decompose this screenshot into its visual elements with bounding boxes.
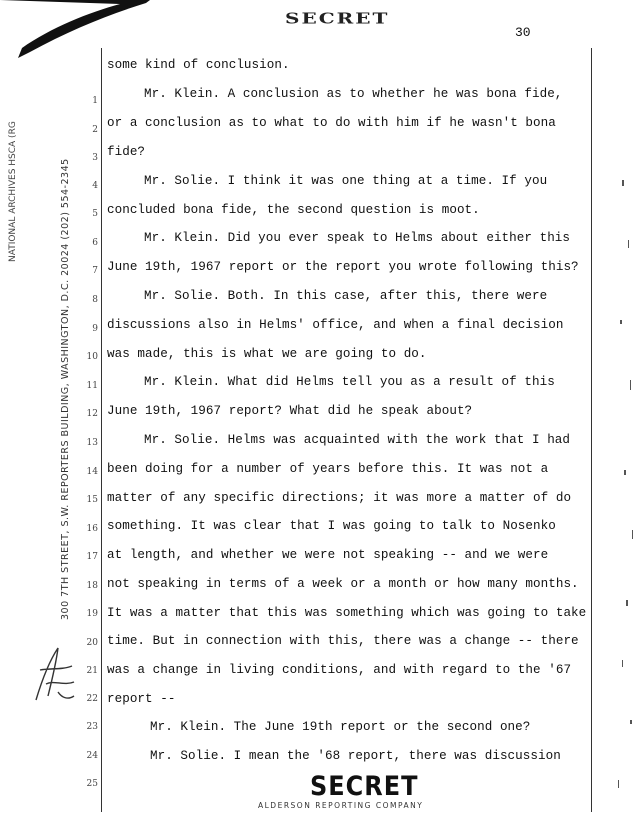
line-number: 12: [86, 409, 98, 419]
transcript-line: or a conclusion as to what to do with him if he wasn't bona: [107, 116, 556, 130]
transcript-line: Mr. Solie. I mean the '68 report, there was discussion: [150, 749, 561, 763]
transcript-line: was made, this is what we are going to do.: [107, 347, 427, 361]
scan-edge-specks: [592, 60, 638, 820]
line-number: 16: [86, 524, 98, 534]
transcript-line: Mr. Klein. A conclusion as to whether he was bona fide,: [144, 87, 563, 101]
transcript-line: Mr. Klein. The June 19th report or the second one?: [150, 720, 531, 734]
line-number: 14: [86, 467, 98, 477]
transcript-line: something. It was clear that I was going to talk to Nosenko: [107, 519, 556, 533]
line-number: 8: [92, 295, 98, 305]
transcript-line: was a change in living conditions, and with regard to the '67: [107, 663, 572, 677]
line-number: 7: [92, 266, 98, 276]
transcript-line: Mr. Klein. What did Helms tell you as a result of this: [144, 375, 555, 389]
line-number: 6: [92, 238, 98, 248]
transcript-line: matter of any specific directions; it was more a matter of do: [107, 491, 572, 505]
transcript-line: June 19th, 1967 report? What did he speak about?: [107, 404, 473, 418]
line-number: 18: [86, 581, 98, 591]
transcript-line: Mr. Klein. Did you ever speak to Helms about either this: [144, 231, 571, 245]
reporter-address-strip: 300 7TH STREET, S.W. REPORTERS BUILDING, WASHINGTON, D.C. 20024 (202) 554-2345: [60, 158, 71, 620]
line-number: 24: [86, 751, 98, 761]
line-number: 21: [86, 666, 98, 676]
transcript-line: discussions also in Helms' office, and when a final decision: [107, 318, 564, 332]
line-number: 19: [86, 609, 98, 619]
line-number: 4: [92, 181, 98, 191]
transcript-line: fide?: [107, 145, 146, 159]
line-number: 11: [86, 381, 98, 391]
line-number: 13: [86, 438, 98, 448]
line-number: 9: [92, 324, 98, 334]
transcript-line: Mr. Solie. I think it was one thing at a time. If you: [144, 174, 548, 188]
line-number: 20: [86, 638, 98, 648]
left-margin-rule: [101, 48, 102, 812]
transcript-line: June 19th, 1967 report or the report you wrote following this?: [107, 260, 579, 274]
transcript-line: It was a matter that this was something which was going to take: [107, 606, 587, 620]
transcript-line: some kind of conclusion.: [107, 58, 290, 72]
transcript-line: at length, and whether we were not speaking -- and we were: [107, 548, 549, 562]
bottom-classification-stamp: SECRET: [310, 770, 419, 802]
page-number: 30: [515, 25, 531, 40]
handwritten-initials-scribble: [28, 640, 80, 710]
line-number: 2: [92, 125, 98, 135]
line-number: 15: [86, 495, 98, 505]
line-number: 25: [86, 779, 98, 789]
line-number: 3: [92, 153, 98, 163]
line-number: 17: [86, 552, 98, 562]
archive-note: NATIONAL ARCHIVES HSCA (RG: [8, 121, 18, 262]
transcript-line: Mr. Solie. Helms was acquainted with the work that I had: [144, 433, 571, 447]
line-number: 1: [92, 96, 98, 106]
line-number: 5: [92, 209, 98, 219]
transcript-line: not speaking in terms of a week or a month or how many months.: [107, 577, 579, 591]
line-number: 22: [86, 694, 98, 704]
reporter-company: ALDERSON REPORTING COMPANY: [258, 801, 424, 810]
line-number: 10: [86, 352, 98, 362]
transcript-line: been doing for a number of years before this. It was not a: [107, 462, 549, 476]
line-number: 23: [86, 722, 98, 732]
transcript-line: time. But in connection with this, there was a change -- there: [107, 634, 579, 648]
scan-corner-streak: [0, 0, 150, 60]
top-classification-stamp: SECRET: [285, 9, 390, 27]
transcript-line: Mr. Solie. Both. In this case, after this, there were: [144, 289, 548, 303]
transcript-line: report --: [107, 692, 176, 706]
transcript-line: concluded bona fide, the second question is moot.: [107, 203, 480, 217]
